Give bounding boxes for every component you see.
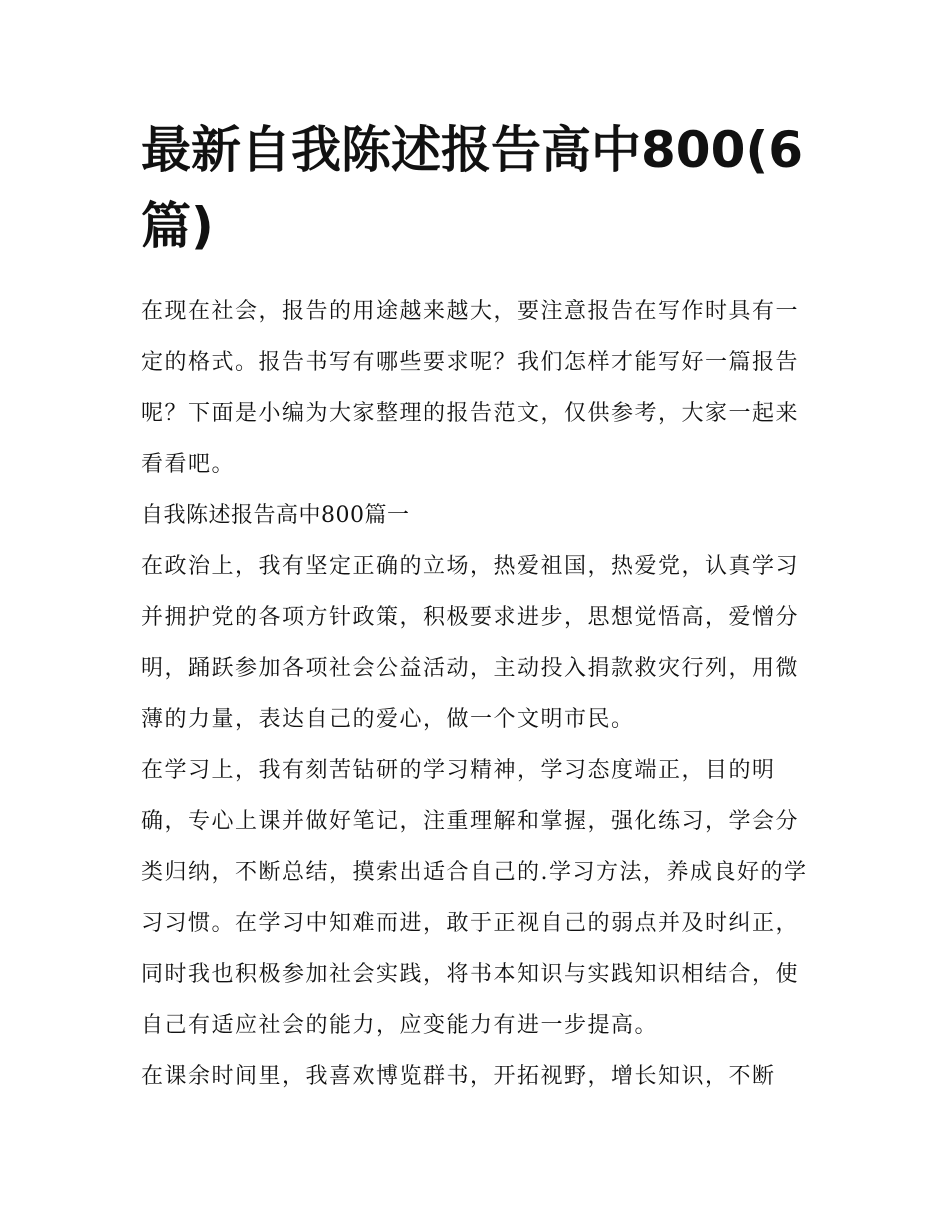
body-paragraph-politics: 在政治上，我有坚定正确的立场，热爱祖国，热爱党，认真学习并拥护党的各项方针政策，积极要求进步，思想觉悟高，爱憎分明，踊跃参加各项社会公益活动，主动投入捐款救灾行列，用微薄的力量，表达自己的爱心，做一个文明市民。 <box>141 554 800 732</box>
section-heading: 自我陈述报告高中800篇一 <box>141 503 410 528</box>
document-page <box>141 112 821 1102</box>
document-title: 最新自我陈述报告高中800(6篇) <box>141 121 804 255</box>
body-paragraph-study: 在学习上，我有刻苦钻研的学习精神，学习态度端正，目的明确，专心上课并做好笔记，注重理解和掌握，强化练习，学会分类归纳，不断总结，摸索出适合自己的.学习方法，养成良好的学习习惯。在学习中知难而进，敢于正视自己的弱点并及时纠正，同时我也积极参加社会实践，将书本知识与实践知识相结合，使自己有适应社会的能力，应变能力有进一步提高。 <box>141 758 808 1038</box>
intro-paragraph: 在现在社会，报告的用途越来越大，要注意报告在写作时具有一定的格式。报告书写有哪些要求呢？我们怎样才能写好一篇报告呢？下面是小编为大家整理的报告范文，仅供参考，大家一起来看看吧。 <box>141 299 800 477</box>
body-paragraph-spare-time: 在课余时间里，我喜欢博览群书，开拓视野，增长知识，不断 <box>141 1064 776 1089</box>
